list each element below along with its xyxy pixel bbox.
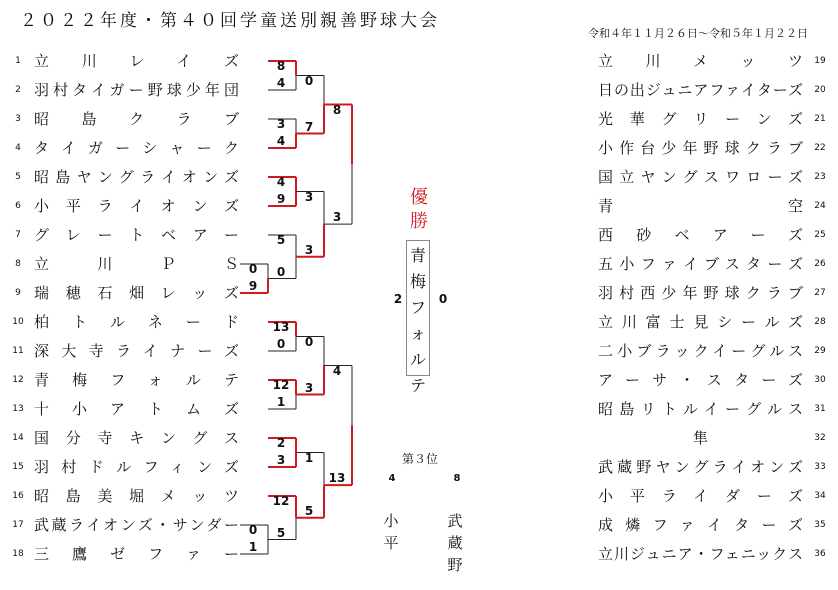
- left-team: [34, 195, 239, 217]
- right-team: [598, 108, 803, 130]
- team-number: 19: [814, 56, 826, 66]
- team-number: 27: [814, 288, 826, 298]
- team-name: 立川ＰＳ: [34, 255, 239, 273]
- team-number: 2: [15, 85, 21, 95]
- match-score: 5: [304, 503, 314, 518]
- left-team: [34, 456, 239, 478]
- team-name: 武蔵ライオンズ・サンダー: [34, 516, 239, 534]
- team-number: 26: [814, 259, 826, 269]
- match-score: 1: [248, 540, 258, 554]
- right-team: [598, 543, 803, 565]
- match-score: 3: [276, 117, 286, 131]
- team-number: 17: [12, 520, 24, 530]
- team-name: 国立ヤングスワローズ: [598, 168, 803, 186]
- team-number: 5: [15, 172, 21, 182]
- team-name: グレートベアー: [34, 226, 239, 244]
- match-score: 4: [276, 76, 286, 90]
- team-number: 14: [12, 433, 24, 443]
- team-number: 22: [814, 143, 826, 153]
- team-number: 24: [814, 201, 826, 211]
- team-number: 8: [15, 259, 21, 269]
- tournament-dates: 令和４年１１月２６日～令和５年１月２２日: [588, 27, 808, 40]
- team-number: 31: [814, 404, 826, 414]
- match-score: 1: [304, 450, 314, 465]
- match-score: 7: [304, 119, 314, 134]
- team-number: 7: [15, 230, 21, 240]
- team-number: 21: [814, 114, 826, 124]
- team-name: 立川メッツ: [598, 52, 803, 70]
- team-number: 9: [15, 288, 21, 298]
- left-team: [34, 224, 239, 246]
- champion-team: 青 梅 フ ォ ル テ: [406, 240, 430, 376]
- team-name: 国分寺キングス: [34, 429, 239, 447]
- team-number: 29: [814, 346, 826, 356]
- left-team: [34, 427, 239, 449]
- match-score: 13: [272, 320, 290, 334]
- team-number: 10: [12, 317, 24, 327]
- match-score: 0: [304, 73, 314, 88]
- team-number: 20: [814, 85, 826, 95]
- right-team: [598, 514, 803, 536]
- right-team: [598, 282, 803, 304]
- left-team: [34, 50, 239, 72]
- team-name: 三鷹ゼファー: [34, 545, 239, 563]
- third-place-label: 第３位: [402, 452, 439, 466]
- team-name: 五小ファイブスターズ: [598, 255, 803, 273]
- left-team: [34, 137, 239, 159]
- team-name: 深大寺ライナーズ: [34, 342, 239, 360]
- third-place-right-team: 武 蔵 野: [447, 512, 463, 574]
- team-number: 11: [12, 346, 24, 356]
- team-name: 隼: [692, 429, 708, 447]
- team-number: 13: [12, 404, 24, 414]
- team-number: 33: [814, 462, 826, 472]
- team-number: 30: [814, 375, 826, 385]
- third-place-right-score: 8: [453, 473, 461, 484]
- team-name: 昭島リトルイーグルス: [598, 400, 803, 418]
- team-name: 小平ライダーズ: [598, 487, 803, 505]
- team-number: 6: [15, 201, 21, 211]
- left-team: [34, 311, 239, 333]
- match-score: 12: [272, 378, 290, 392]
- left-team: [34, 369, 239, 391]
- right-team: [598, 369, 803, 391]
- right-team: [598, 398, 803, 420]
- match-score: 3: [332, 210, 342, 225]
- team-name: 青梅フォルテ: [34, 371, 239, 389]
- final-right-score: 0: [438, 292, 448, 306]
- right-team: [598, 50, 803, 72]
- team-name: 光華グリーンズ: [598, 110, 803, 128]
- left-team: [34, 253, 239, 275]
- match-score: 13: [328, 471, 346, 486]
- team-number: 28: [814, 317, 826, 327]
- right-team: [598, 311, 803, 333]
- match-score: 4: [276, 134, 286, 148]
- left-team: [34, 543, 239, 565]
- right-team: [598, 340, 803, 362]
- third-place-left-score: 4: [388, 473, 396, 484]
- team-name: 小平ライオンズ: [34, 197, 239, 215]
- team-name: 二小ブラックイーグルス: [598, 342, 803, 360]
- team-name: 日の出ジュニアファイターズ: [598, 81, 803, 99]
- right-team: [598, 166, 803, 188]
- final-left-score: 2: [393, 292, 403, 306]
- team-name: タイガーシャーク: [34, 139, 239, 157]
- team-name: 羽村西少年野球クラブ: [598, 284, 803, 302]
- left-team: [34, 485, 239, 507]
- left-team: [34, 282, 239, 304]
- match-score: 2: [276, 436, 286, 450]
- left-team: [34, 514, 239, 536]
- third-place-left-team: 小 平: [383, 512, 399, 552]
- team-number: 15: [12, 462, 24, 472]
- left-team: [34, 340, 239, 362]
- tournament-title: ２０２２年度・第４０回学童送別親善野球大会: [20, 11, 440, 31]
- right-team: [598, 137, 803, 159]
- match-score: 3: [304, 189, 314, 204]
- match-score: 0: [276, 264, 286, 279]
- left-team: [34, 79, 239, 101]
- match-score: 9: [276, 192, 286, 206]
- team-name: 立川富士見シールズ: [598, 313, 803, 331]
- right-team: [598, 79, 803, 101]
- team-name: 昭島ヤングライオンズ: [34, 168, 239, 186]
- match-score: 0: [248, 523, 258, 537]
- team-name: 昭島クラブ: [34, 110, 239, 128]
- match-score: 0: [304, 334, 314, 349]
- team-number: 36: [814, 549, 826, 559]
- right-team: [598, 456, 803, 478]
- match-score: 3: [304, 242, 314, 257]
- team-name: 十小アトムズ: [34, 400, 239, 418]
- match-score: 8: [276, 59, 286, 73]
- team-name: 羽村ドルフィンズ: [34, 458, 239, 476]
- team-name: 羽村タイガー野球少年団: [34, 81, 239, 99]
- team-name: 立川レイズ: [34, 52, 239, 70]
- team-number: 34: [814, 491, 826, 501]
- match-score: 3: [276, 453, 286, 467]
- right-team: [598, 253, 803, 275]
- match-score: 8: [332, 102, 342, 117]
- team-name: 立川ジュニア・フェニックス: [598, 545, 803, 563]
- team-name: 成燐ファイターズ: [598, 516, 803, 534]
- match-score: 4: [276, 175, 286, 189]
- right-team: [598, 224, 803, 246]
- team-number: 25: [814, 230, 826, 240]
- champion-label: 優 勝: [410, 187, 428, 232]
- left-team: [34, 108, 239, 130]
- team-number: 3: [15, 114, 21, 124]
- team-number: 16: [12, 491, 24, 501]
- match-score: 5: [276, 525, 286, 540]
- team-name: 柏トルネード: [34, 313, 239, 331]
- team-name: 小作台少年野球クラブ: [598, 139, 803, 157]
- team-number: 4: [15, 143, 21, 153]
- left-team: [34, 166, 239, 188]
- team-name: 西砂ベアーズ: [598, 226, 803, 244]
- match-score: 3: [304, 380, 314, 395]
- team-name: アーサ・スターズ: [598, 371, 803, 389]
- match-score: 1: [276, 395, 286, 409]
- match-score: 9: [248, 279, 258, 293]
- team-number: 35: [814, 520, 826, 530]
- match-score: 0: [248, 262, 258, 276]
- match-score: 5: [276, 233, 286, 247]
- left-team: [34, 398, 239, 420]
- right-team: [598, 195, 803, 217]
- right-team: [598, 427, 803, 449]
- team-number: 23: [814, 172, 826, 182]
- team-name: 青空: [598, 197, 803, 215]
- team-name: 武蔵野ヤングライオンズ: [598, 458, 803, 476]
- right-team: [598, 485, 803, 507]
- team-number: 1: [15, 56, 21, 66]
- team-number: 12: [12, 375, 24, 385]
- team-number: 32: [814, 433, 826, 443]
- match-score: 0: [276, 337, 286, 351]
- match-score: 4: [332, 363, 342, 378]
- team-name: 昭島美堀メッツ: [34, 487, 239, 505]
- match-score: 12: [272, 494, 290, 508]
- team-number: 18: [12, 549, 24, 559]
- team-name: 瑞穂石畑レッズ: [34, 284, 239, 302]
